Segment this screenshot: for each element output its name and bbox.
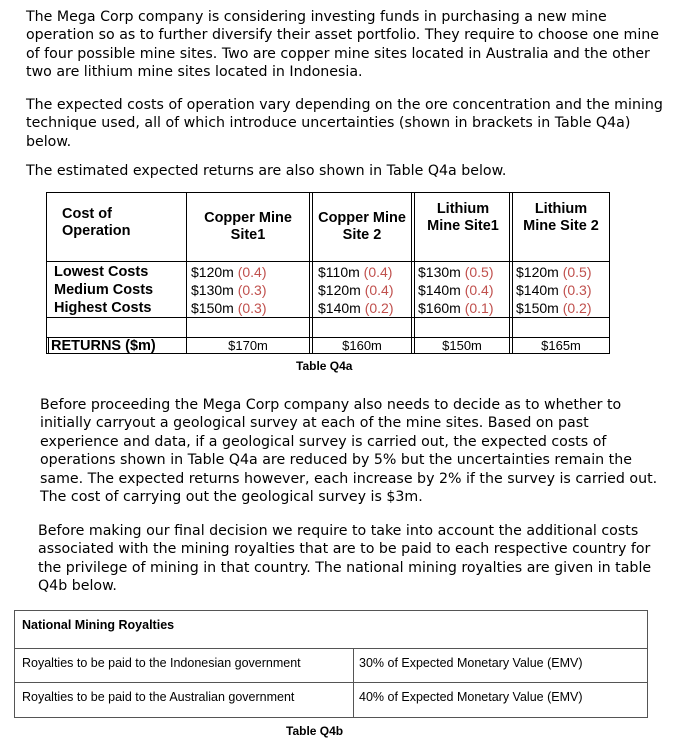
- row-label-medium: Medium Costs: [54, 282, 154, 298]
- cost-cell: $140m (0.2): [318, 300, 394, 316]
- header-lithium-site2: Lithium Mine Site 2: [523, 201, 599, 234]
- intro-paragraph: The Mega Corp company is considering investing funds in purchasing a new mine operation so as to further diversify their asset portfolio. They require to choose one mine of four possible mine sites. Two are copper mine sites located in Australia and the other two are lithium mine sites located in Indonesia.: [26, 9, 659, 81]
- row-label-lowest: Lowest Costs: [54, 264, 149, 280]
- cost-cell: $140m (0.3): [516, 282, 592, 298]
- cost-cell: $120m (0.5): [516, 264, 592, 280]
- return-cell: $165m: [541, 338, 581, 353]
- royalty-value-indonesia: 30% of Expected Monetary Value (EMV): [359, 656, 583, 670]
- survey-paragraph: Before proceeding the Mega Corp company also needs to decide as to whether to initially carryout a geological survey at each of the mine sites. Based on past experience and data, if a geological survey is carried out, the expected costs of operations shown in Table Q4a are reduced by 5% but the uncertainties remain the same. The expected returns however, each increase by 2% if the survey is carried out. The cost of carrying out the geological survey is $3m.: [40, 397, 658, 506]
- royalty-label-australia: Royalties to be paid to the Australian government: [22, 690, 295, 704]
- returns-paragraph: The estimated expected returns are also shown in Table Q4a below.: [26, 163, 507, 179]
- table-q4b-caption: Table Q4b: [286, 724, 344, 738]
- costs-paragraph: The expected costs of operation vary depending on the ore concentration and the mining technique used, all of which introduce uncertainties (shown in brackets in Table Q4a) below.: [26, 97, 663, 150]
- corner-header: Cost of Operation: [62, 206, 131, 239]
- row-label-highest: Highest Costs: [54, 300, 152, 316]
- table-q4a-caption: Table Q4a: [296, 359, 353, 373]
- header-lithium-site1: Lithium Mine Site1: [427, 201, 499, 234]
- header-copper-site1: Copper Mine Site1: [204, 210, 292, 243]
- royalties-paragraph: Before making our final decision we require to take into account the additional costs associated with the mining royalties that are to be paid to each respective country for the privilege of mining in that country. The national mining royalties are given in table Q4b below.: [38, 523, 652, 595]
- return-cell: $150m: [442, 338, 482, 353]
- royalty-value-australia: 40% of Expected Monetary Value (EMV): [359, 690, 583, 704]
- table-q4a: [46, 192, 610, 354]
- returns-label: RETURNS ($m): [51, 338, 156, 354]
- header-copper-site2: Copper Mine Site 2: [318, 210, 406, 243]
- return-cell: $170m: [228, 338, 268, 353]
- cost-cell: $160m (0.1): [418, 300, 494, 316]
- royalty-label-indonesia: Royalties to be paid to the Indonesian government: [22, 656, 301, 670]
- table-q4b-title: National Mining Royalties: [22, 618, 175, 632]
- cost-cell: $130m (0.3): [191, 282, 267, 298]
- cost-cell: $110m (0.4): [318, 264, 393, 280]
- return-cell: $160m: [342, 338, 382, 353]
- table-q4b: [14, 610, 648, 718]
- cost-cell: $150m (0.2): [516, 300, 592, 316]
- cost-cell: $140m (0.4): [418, 282, 494, 298]
- cost-cell: $120m (0.4): [191, 264, 267, 280]
- cost-cell: $150m (0.3): [191, 300, 267, 316]
- cost-cell: $120m (0.4): [318, 282, 394, 298]
- cost-cell: $130m (0.5): [418, 264, 494, 280]
